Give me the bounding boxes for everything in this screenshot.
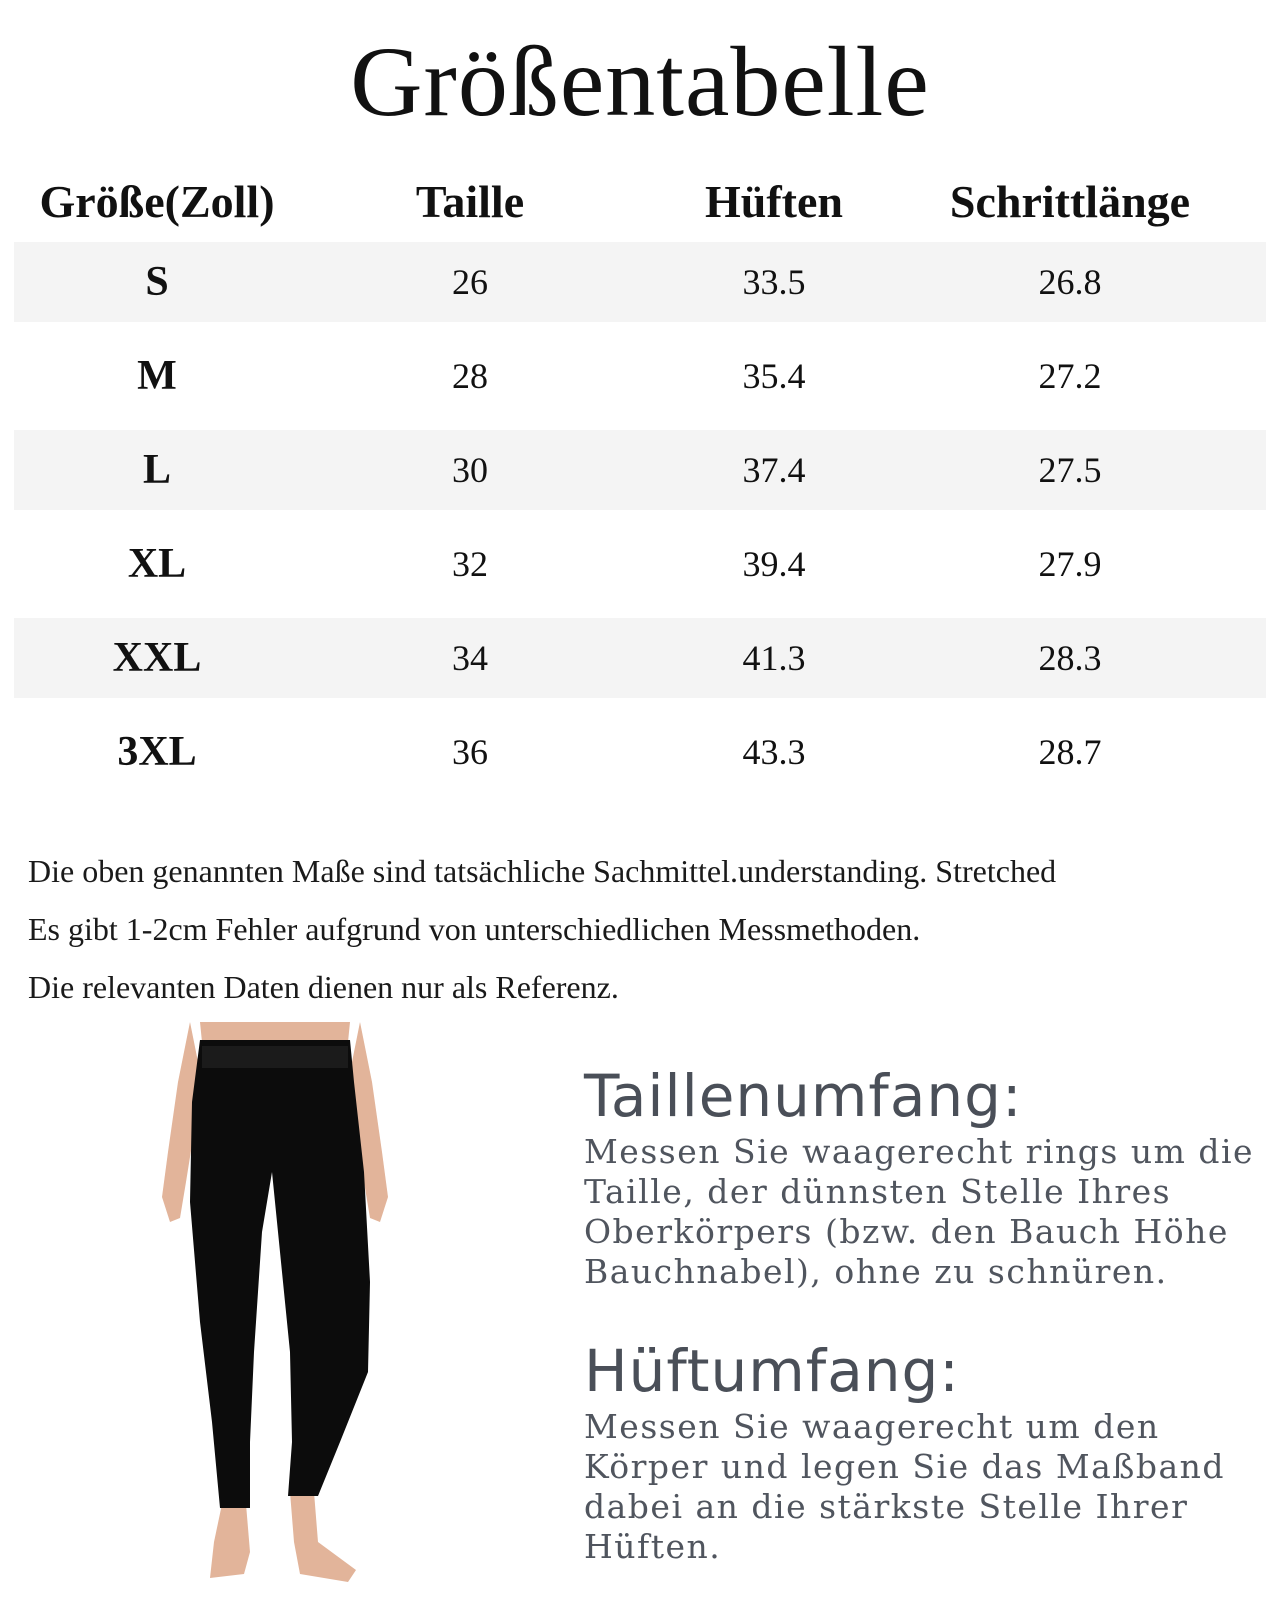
waist-cell: 28: [452, 356, 488, 396]
header-waist: Taille: [415, 175, 525, 227]
hips-cell: 35.4: [742, 356, 806, 396]
waist-section: [584, 1060, 1274, 1292]
header-hips: Hüften: [705, 175, 843, 227]
header-size: Größe(Zoll): [39, 175, 275, 227]
table-row: [14, 430, 1266, 510]
measurement-notes: [28, 842, 1268, 1016]
size-cell: L: [142, 447, 171, 493]
size-cell: S: [145, 259, 169, 305]
hip-line: Messen Sie waagerecht um den: [584, 1407, 1160, 1446]
inseam-cell: 28.7: [1038, 732, 1102, 772]
waist-line: Bauchnabel), ohne zu schnüren.: [584, 1252, 1168, 1291]
table-row: [14, 524, 1266, 604]
waist-cell: 26: [452, 262, 488, 302]
table-row: [14, 336, 1266, 416]
page-title: Größentabelle: [350, 26, 930, 137]
hip-line: dabei an die stärkste Stelle Ihrer: [584, 1487, 1189, 1526]
table-header-row: [14, 160, 1266, 242]
size-cell: XXL: [112, 635, 202, 681]
hips-cell: 37.4: [742, 450, 806, 490]
note-line: Die relevanten Daten dienen nur als Referenz.: [28, 969, 619, 1005]
inseam-cell: 27.5: [1038, 450, 1102, 490]
size-cell: 3XL: [117, 729, 197, 775]
inseam-cell: 26.8: [1038, 262, 1102, 302]
leggings-photo: [150, 1022, 410, 1592]
hip-line: Körper und legen Sie das Maßband: [584, 1447, 1226, 1486]
hips-cell: 41.3: [742, 638, 806, 678]
waist-line: Taille, der dünnsten Stelle Ihres: [584, 1172, 1172, 1211]
waist-cell: 36: [452, 732, 488, 772]
hips-cell: 33.5: [742, 262, 806, 302]
waist-cell: 30: [452, 450, 488, 490]
inseam-cell: 27.2: [1038, 356, 1102, 396]
waist-cell: 32: [452, 544, 488, 584]
size-cell: M: [137, 353, 177, 399]
table-row: [14, 618, 1266, 698]
table-row: [14, 712, 1266, 792]
header-inseam: Schrittlänge: [949, 175, 1191, 227]
inseam-cell: 28.3: [1038, 638, 1102, 678]
note-line: Es gibt 1-2cm Fehler aufgrund von unterschiedlichen Messmethoden.: [28, 911, 921, 947]
hip-line: Hüften.: [584, 1527, 722, 1566]
hip-section: [584, 1335, 1274, 1567]
waist-line: Messen Sie waagerecht rings um die: [584, 1132, 1255, 1171]
hips-cell: 43.3: [742, 732, 806, 772]
hip-heading: Hüftumfang:: [584, 1337, 960, 1405]
hips-cell: 39.4: [742, 544, 806, 584]
size-cell: XL: [127, 541, 187, 587]
size-table: [14, 160, 1266, 792]
leggings: [190, 1040, 370, 1508]
waist-line: Oberkörpers (bzw. den Bauch Höhe: [584, 1212, 1229, 1251]
waist-cell: 34: [452, 638, 488, 678]
waist-heading: Taillenumfang:: [584, 1062, 1023, 1130]
inseam-cell: 27.9: [1038, 544, 1102, 584]
table-row: [14, 242, 1266, 322]
note-line: Die oben genannten Maße sind tatsächliche Sachmittel.understanding. Stretched: [28, 853, 1057, 889]
